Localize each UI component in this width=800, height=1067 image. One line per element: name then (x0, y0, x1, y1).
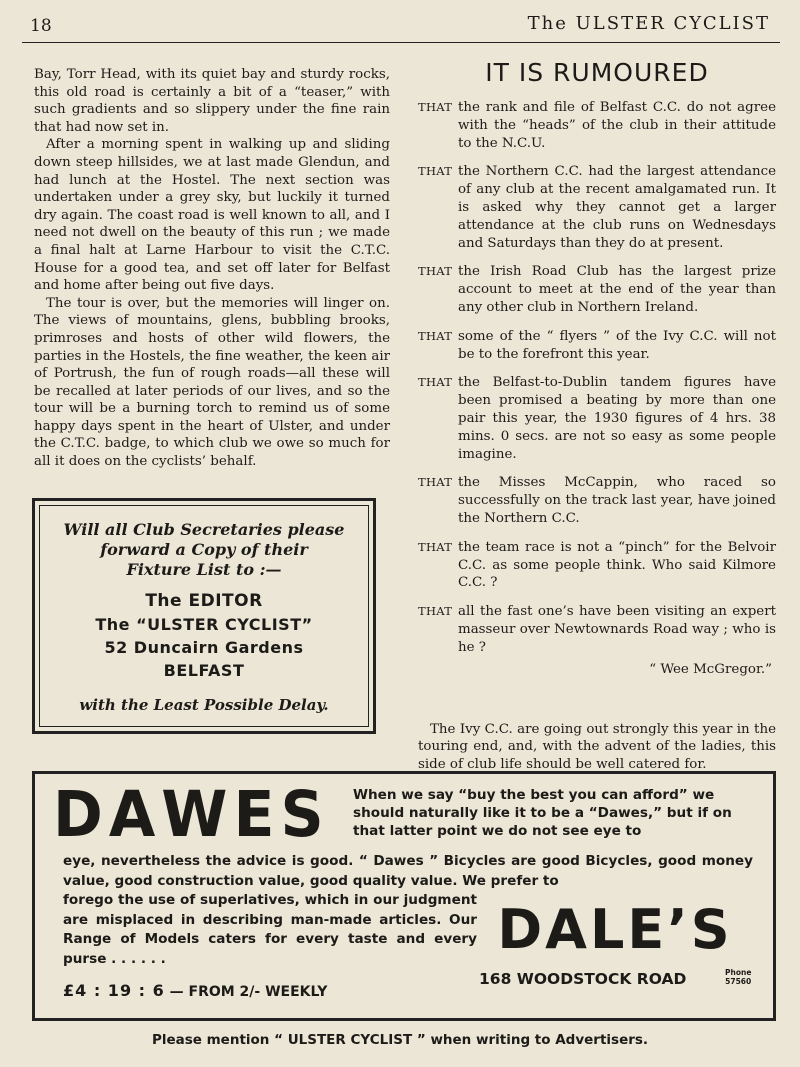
article-paragraph: Bay, Torr Head, with its quiet bay and sturdy rocks, this old road is certainly a bit of a “teaser,” with such gradients and so slippery under the fine rain that had now set in. (34, 67, 390, 135)
that-prefix: THAT (418, 475, 453, 490)
rumour-item (418, 263, 776, 316)
dawes-logo-letter: S (280, 778, 326, 852)
notice-line: forward a Copy of their (100, 540, 308, 559)
notice-publication: The “ULSTER CYCLIST” (95, 615, 313, 634)
rumour-text: the Belfast-to-Dublin tandem figures have been promised a beating by more than one pair this year, the 1930 figures of 4 hrs. 38 mins. 0 secs. are not so easy as some people imagine. (458, 375, 776, 462)
magazine-title: The ULSTER CYCLIST (527, 13, 770, 34)
page-number: 18 (30, 16, 52, 36)
that-prefix: THAT (418, 328, 453, 343)
rumours-heading: IT IS RUMOURED (485, 58, 709, 87)
that-prefix: THAT (418, 375, 453, 390)
that-prefix: THAT (418, 264, 453, 279)
rumour-item (418, 374, 776, 463)
article-paragraph: After a morning spent in walking up and sliding down steep hillsides, we at last made Glendun, and had lunch at the Hostel. The next section was undertaken under a grey sky, but luckily it turned dry again. The coast road is well known to all, and I need not dwell on the beauty of this run ; we made a final halt at Larne Harbour to visit the C.T.C. House for a good tea, and set off later for Belfast and home after being out five days. (34, 137, 390, 294)
header-rule (22, 42, 780, 43)
notice-city: BELFAST (163, 661, 245, 680)
dawes-logo-letter: A (108, 778, 158, 852)
that-prefix: THAT (418, 164, 453, 179)
article-paragraph: The tour is over, but the memories will linger on. The views of mountains, glens, bubbling brooks, primroses and hosts of other wild flowers, the parties in the Hostels, the fine weather, the keen air of Portrush, the fun of rough roads—all these will be recalled at later periods of our lives, and so the tour will be a burning torch to remind us of some happy days spent in the heart of Ulster, and under the C.T.C. badge, to which club we owe so much for all it does on the cyclists’ behalf. (34, 295, 390, 470)
dales-phone (725, 968, 751, 986)
rumours-signature: “ Wee McGregor.” (649, 661, 772, 677)
rumour-text: the Irish Road Club has the largest prize account to meet at the end of the year than any other club in Northern Ireland. (458, 264, 776, 315)
notice-inner-frame (39, 505, 369, 727)
rumour-text: some of the “ flyers ” of the Ivy C.C. will not be to the forefront this year. (458, 328, 776, 362)
rumour-text: the Misses McCappin, who raced so successfully on the track last year, have joined the Northern C.C. (458, 475, 776, 526)
rumour-item (418, 474, 776, 527)
advert-body-text: forego the use of superlatives, which in our judgment are misplaced in describing man-made articles. Our Range of Models caters for every taste and every purse . . . . . . (63, 892, 477, 967)
advert-full-width-text: eye, nevertheless the advice is good. “ Dawes ” Bicycles are good Bicycles, good money value, good construction value, good quality value. We prefer to (63, 853, 753, 889)
dawes-advertisement (32, 771, 776, 1021)
rumour-item (418, 99, 776, 152)
secretaries-notice-box (32, 498, 376, 734)
rumour-item (418, 328, 776, 364)
dales-address: 168 WOODSTOCK ROAD (479, 970, 687, 988)
advertisers-footer: Please mention “ ULSTER CYCLIST ” when writing to Advertisers. (151, 1032, 649, 1048)
notice-line: Will all Club Secretaries please (63, 520, 345, 539)
dawes-logo-letter: E (233, 778, 277, 852)
notice-address: 52 Duncairn Gardens (104, 638, 304, 657)
phone-number: 57560 (725, 977, 752, 986)
rumour-item (418, 163, 776, 252)
notice-closing: with the Least Possible Delay. (79, 696, 329, 714)
phone-label: Phone (725, 968, 752, 977)
article-left-column (34, 66, 390, 471)
rumour-item (418, 603, 776, 656)
rumour-text: the team race is not a “pinch” for the Belvoir C.C. as some people think. Who said Kilmore C.C. ? (458, 539, 776, 591)
rumours-column (418, 58, 776, 774)
rumour-text: the Northern C.C. had the largest attendance of any club at the recent amalgamated run. It is asked why they cannot get a larger attendance at the club runs on Wednesdays and Saturdays than they do at present. (458, 164, 776, 251)
notice-line: Fixture List to :— (126, 560, 282, 579)
ivy-paragraph: The Ivy C.C. are going out strongly this year in the touring end, and, with the advent of the ladies, this side of club life should be well catered for. (418, 721, 776, 773)
rumour-item (418, 539, 776, 592)
dawes-logo (53, 778, 353, 852)
dawes-logo-letter: W (161, 778, 230, 852)
that-prefix: THAT (418, 100, 453, 114)
advert-price-terms: — FROM 2/- WEEKLY (169, 984, 328, 1000)
notice-editor: The EDITOR (145, 591, 263, 611)
dawes-logo-letter: D (53, 778, 105, 852)
rumour-text: all the fast one’s have been visiting an expert masseur over Newtownards Road way ; who is he ? (458, 604, 776, 655)
advert-intro-text: When we say “buy the best you can afford” we should naturally like it to be a “Dawes,” but if on that latter point we do not see eye to (353, 787, 732, 839)
dales-logo: DALE’S (497, 898, 733, 961)
that-prefix: THAT (418, 604, 453, 619)
that-prefix: THAT (418, 539, 453, 554)
advert-price-line (63, 981, 327, 1000)
rumour-text: the rank and file of Belfast C.C. do not agree with the “heads” of the club in their attitude to the N.C.U. (458, 100, 776, 151)
advert-price: £4 : 19 : 6 (63, 981, 165, 1000)
